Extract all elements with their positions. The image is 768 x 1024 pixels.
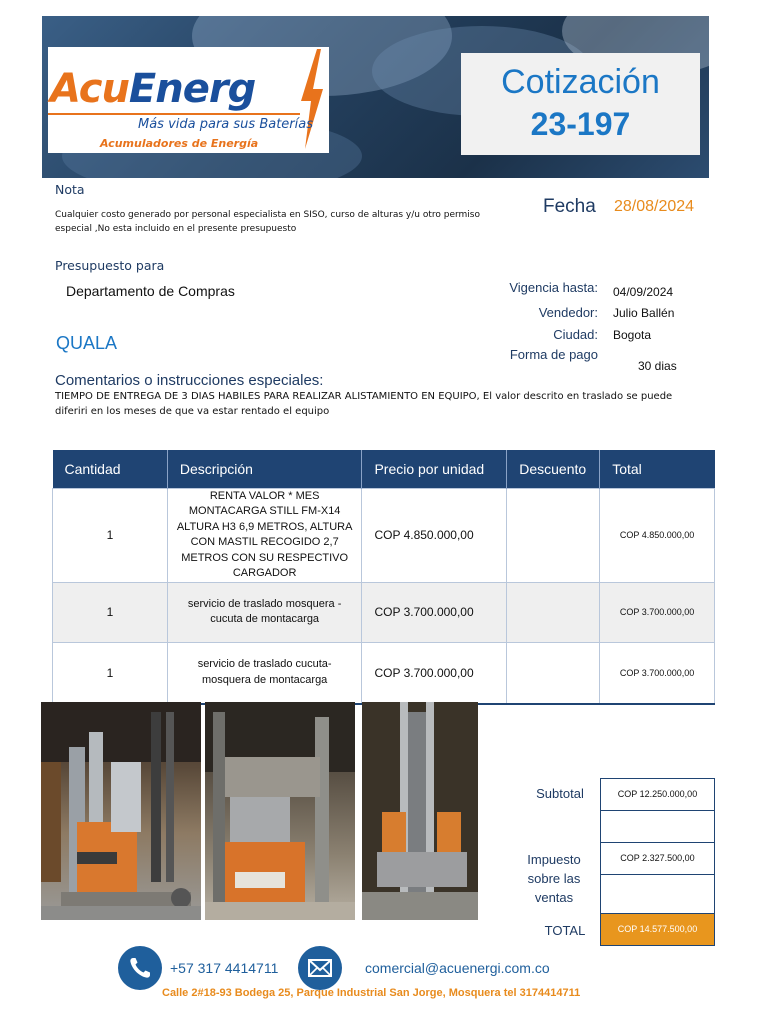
total-label: TOTAL (544, 923, 586, 938)
cell-total: COP 3.700.000,00 (600, 642, 715, 704)
cell-price: COP 3.700.000,00 (362, 642, 507, 704)
table-row (53, 642, 715, 704)
table-row (53, 488, 715, 582)
cell-desc: RENTA VALOR * MES MONTACARGA STILL FM-X14 ALTURA H3 6,9 METROS, ALTURA CON MASTIL RECOGIDO 2,7 METROS CON SU RESPECTIVO CARGADOR (167, 488, 362, 582)
quote-number: 23-197 (530, 106, 631, 142)
forma-pago-value: 30 dias (638, 359, 677, 373)
subtotal-value: COP 12.250.000,00 (600, 778, 715, 811)
nota-heading: Nota (55, 182, 85, 197)
forklift-photo-3 (362, 702, 478, 920)
cell-qty: 1 (53, 582, 168, 642)
client-name: QUALA (56, 333, 118, 353)
ciudad-label: Ciudad: (553, 327, 598, 342)
impuesto-value: COP 2.327.500,00 (600, 842, 715, 875)
forma-pago-label: Forma de pago (509, 347, 598, 362)
total-value: COP 14.577.500,00 (600, 913, 715, 946)
forklift-photo-1 (41, 702, 201, 920)
cell-price: COP 3.700.000,00 (362, 582, 507, 642)
phone-icon (118, 946, 162, 990)
col-descripcion: Descripción (167, 450, 362, 488)
vendedor-value: Julio Ballén (613, 306, 675, 320)
items-table (52, 450, 715, 705)
cell-discount (507, 642, 600, 704)
vigencia-value: 04/09/2024 (613, 285, 674, 299)
table-header-row (53, 450, 715, 488)
fecha-label: Fecha (543, 196, 596, 217)
subtotal-spacer (600, 810, 715, 843)
quote-title-box (461, 53, 700, 155)
logo-subtitle: Acumuladores de Energía (100, 137, 259, 150)
impuesto-label: Impuesto sobre las ventas (527, 852, 581, 905)
cell-discount (507, 582, 600, 642)
cell-price: COP 4.850.000,00 (362, 488, 507, 582)
lightning-bolt-icon (299, 49, 325, 149)
ciudad-value: Bogota (613, 328, 652, 342)
cell-desc: servicio de traslado mosquera - cucuta de montacarga (167, 582, 362, 642)
presupuesto-heading: Presupuesto para (55, 258, 165, 273)
company-logo (48, 47, 329, 153)
footer-email[interactable]: comercial@acuenergi.com.co (365, 960, 550, 976)
logo-wordmark: AcuEnerg (50, 66, 256, 112)
logo-tagline: Más vida para sus Baterías (138, 117, 313, 132)
col-cantidad: Cantidad (53, 450, 168, 488)
cell-total: COP 4.850.000,00 (600, 488, 715, 582)
logo-divider (48, 113, 300, 115)
department-name: Departamento de Compras (66, 283, 235, 299)
vigencia-label: Vigencia hasta: (509, 280, 598, 295)
col-total: Total (600, 450, 715, 488)
subtotal-label: Subtotal (536, 786, 584, 801)
cell-qty: 1 (53, 642, 168, 704)
quote-title: Cotización (501, 63, 660, 101)
comentarios-text: TIEMPO DE ENTREGA DE 3 DIAS HABILES PARA REALIZAR ALISTAMIENTO EN EQUIPO, El valor descrito en traslado se puede diferiri en los meses de que va estar rentado el equipo (55, 391, 673, 417)
mail-icon (298, 946, 342, 990)
col-descuento: Descuento (507, 450, 600, 488)
cell-qty: 1 (53, 488, 168, 582)
cell-desc: servicio de traslado cucuta- mosquera de montacarga (167, 642, 362, 704)
comentarios-heading: Comentarios o instrucciones especiales: (55, 372, 324, 389)
fecha-value: 28/08/2024 (614, 198, 695, 215)
forklift-photo-2 (205, 702, 355, 920)
footer-address: Calle 2#18-93 Bodega 25, Parque Industrial San Jorge, Mosquera tel 3174414711 (162, 987, 581, 999)
col-precio-unidad: Precio por unidad (362, 450, 507, 488)
cell-discount (507, 488, 600, 582)
footer-phone[interactable]: +57 317 4414711 (170, 960, 279, 976)
nota-text: Cualquier costo generado por personal especialista en SISO, curso de alturas y/u otro permiso especial ,No esta incluido en el presente presupuesto (55, 210, 480, 234)
cell-total: COP 3.700.000,00 (600, 582, 715, 642)
table-row (53, 582, 715, 642)
impuesto-spacer (600, 874, 715, 914)
vendedor-label: Vendedor: (538, 305, 598, 320)
